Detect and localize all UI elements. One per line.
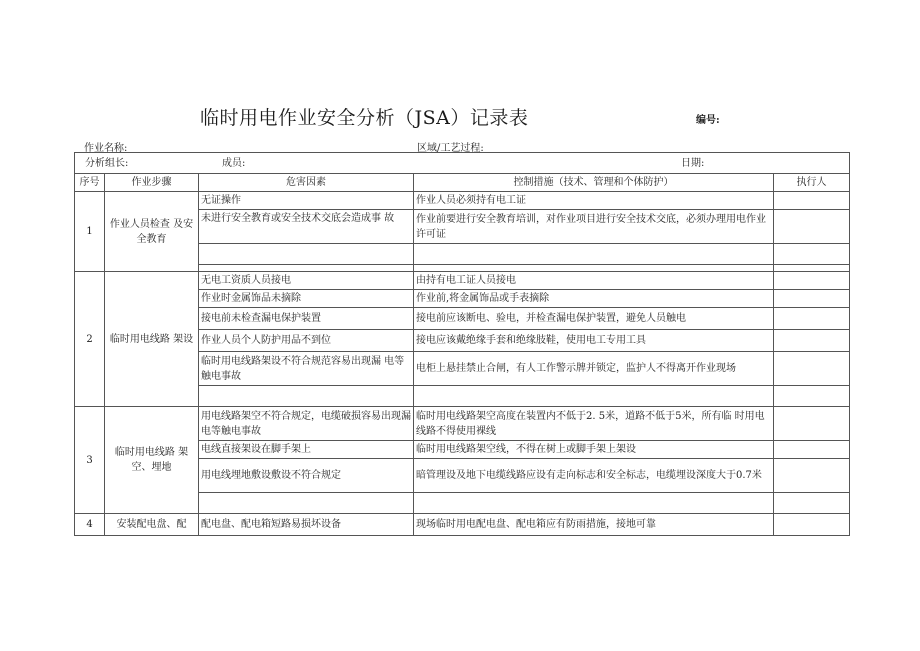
- jsa-table: [74, 152, 850, 536]
- hazard-cell: 配电盘、配电箱短路易损坏设备: [199, 514, 414, 536]
- executor-cell[interactable]: [774, 459, 850, 493]
- executor-cell[interactable]: [774, 265, 850, 272]
- step-cell: 临时用电线路 架设: [105, 272, 199, 407]
- measure-cell: 接电前应该断电、验电，并检查漏电保护装置，避免人员触电: [414, 308, 774, 330]
- column-header-row: [75, 174, 850, 192]
- measure-cell[interactable]: [414, 244, 774, 265]
- executor-cell[interactable]: [774, 493, 850, 514]
- measure-cell: 接电应该戴绝缘手套和绝缘肢鞋，使用电工专用工具: [414, 330, 774, 352]
- seq-cell: 2: [75, 272, 105, 407]
- leader-label: 分析组长:: [85, 158, 129, 169]
- executor-cell[interactable]: [774, 244, 850, 265]
- executor-cell[interactable]: [774, 514, 850, 536]
- measure-cell: 临时用电线路架空线，不得在树上或脚手架上架设: [414, 441, 774, 459]
- hazard-cell[interactable]: [199, 386, 414, 407]
- hazard-cell: 接电前未检查漏电保护装置: [199, 308, 414, 330]
- executor-cell[interactable]: [774, 308, 850, 330]
- hazard-cell[interactable]: [199, 244, 414, 265]
- table-row: [75, 514, 850, 536]
- measure-cell: 由持有电工证人员接电: [414, 272, 774, 290]
- hazard-cell: 用电线埋地敷设敷设不符合规定: [199, 459, 414, 493]
- measure-cell: 现场临时用电配电盘、配电箱应有防雨措施，接地可靠: [414, 514, 774, 536]
- measure-cell[interactable]: [414, 386, 774, 407]
- executor-cell[interactable]: [774, 192, 850, 210]
- step-cell: 安装配电盘、配: [105, 514, 199, 536]
- info-row: [75, 153, 850, 174]
- form-title: 临时用电作业安全分析（JSA）记录表: [200, 107, 529, 129]
- hazard-cell: 未进行安全教育或安全技术交底会造成事 故: [199, 210, 414, 244]
- hazard-cell: 电线直接架设在脚手架上: [199, 441, 414, 459]
- measure-cell: 作业前要进行安全教育培训，对作业项目进行安全技术交底，必须办理用电作业许可证: [414, 210, 774, 244]
- executor-cell[interactable]: [774, 272, 850, 290]
- measure-cell: 作业前,将金属饰品或手表摘除: [414, 290, 774, 308]
- hazard-cell: 用电线路架空不符合规定，电缆破损容易出现漏电等触电事故: [199, 407, 414, 441]
- hazard-cell[interactable]: [199, 265, 414, 272]
- col-executor-header: 执行人: [774, 174, 850, 192]
- measure-cell: 临时用电线路架空高度在装置内不低于2. 5米，道路不低于5米，所有临 时用电线路不得使用裸线: [414, 407, 774, 441]
- executor-cell[interactable]: [774, 210, 850, 244]
- seq-cell: 4: [75, 514, 105, 536]
- executor-cell[interactable]: [774, 290, 850, 308]
- work-name-label: 作业名称:: [84, 143, 128, 154]
- step-cell: 临时用电线路 架空、埋地: [105, 407, 199, 514]
- measure-cell: 作业人员必须持有电工证: [414, 192, 774, 210]
- col-hazard-header: 危害因素: [199, 174, 414, 192]
- hazard-cell: 无证操作: [199, 192, 414, 210]
- measure-cell: 电柜上悬挂禁止合闸，有人工作警示牌并锁定，监护人不得离开作业现场: [414, 352, 774, 386]
- measure-cell[interactable]: [414, 493, 774, 514]
- document-number-label: 编号:: [696, 115, 720, 126]
- members-label: 成员:: [222, 158, 246, 169]
- executor-cell[interactable]: [774, 330, 850, 352]
- hazard-cell: 临时用电线路架设不符合规范容易出现漏 电等触电事故: [199, 352, 414, 386]
- hazard-cell: 无电工资质人员接电: [199, 272, 414, 290]
- measure-cell: 暗管理设及地下电缆线路应设有走向标志和安全标志，电缆埋设深度大于0.7米: [414, 459, 774, 493]
- col-step-header: 作业步骤: [105, 174, 199, 192]
- table-row: [75, 272, 850, 290]
- measure-cell[interactable]: [414, 265, 774, 272]
- seq-cell: 1: [75, 192, 105, 272]
- table-row: [75, 192, 850, 210]
- hazard-cell: 作业时金属饰品未摘除: [199, 290, 414, 308]
- table-row: [75, 407, 850, 441]
- step-cell: 作业人员检查 及安全教育: [105, 192, 199, 272]
- executor-cell[interactable]: [774, 407, 850, 441]
- col-seq-header: 序号: [75, 174, 105, 192]
- hazard-cell[interactable]: [199, 493, 414, 514]
- info-cell: [75, 153, 850, 174]
- executor-cell[interactable]: [774, 386, 850, 407]
- executor-cell[interactable]: [774, 352, 850, 386]
- area-process-label: 区域/工艺过程:: [417, 143, 484, 154]
- date-label: 日期:: [681, 158, 705, 169]
- executor-cell[interactable]: [774, 441, 850, 459]
- seq-cell: 3: [75, 407, 105, 514]
- hazard-cell: 作业人员个人防护用品不到位: [199, 330, 414, 352]
- col-measure-header: 控制措施（技术、管理和个体防护）: [414, 174, 774, 192]
